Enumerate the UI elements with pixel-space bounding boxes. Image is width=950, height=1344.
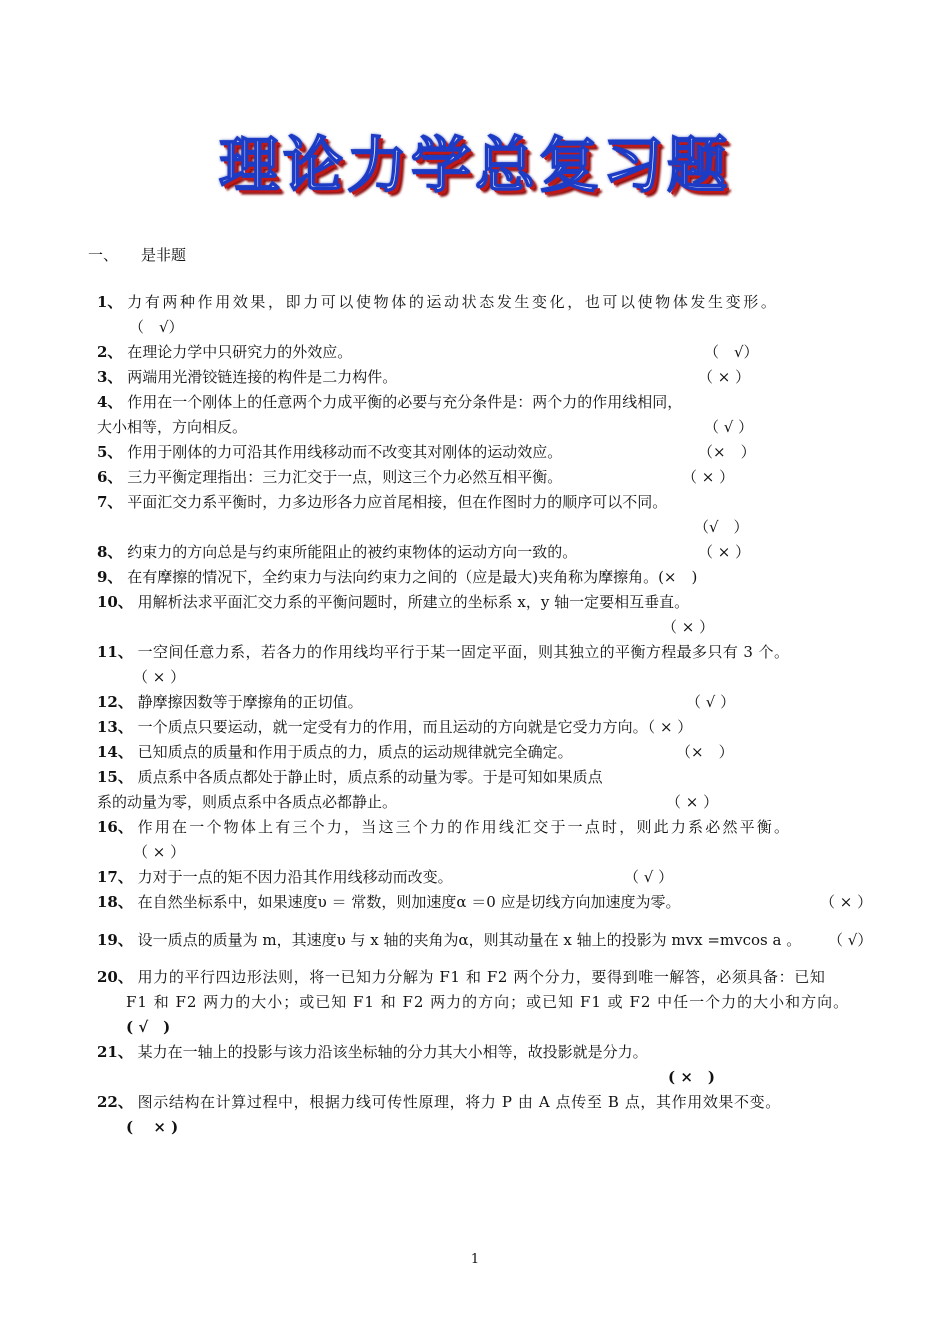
- question-answer: （ × ）: [662, 618, 715, 636]
- document-title: 理论力学总复习题: [219, 131, 731, 201]
- question-item-6: [97, 467, 562, 487]
- question-answer: （√ ）: [694, 518, 749, 536]
- question-answer: （× ）: [698, 443, 756, 461]
- question-item-1: [97, 292, 778, 312]
- question-number: 13、: [97, 718, 133, 736]
- question-number: 2、: [97, 343, 123, 361]
- question-text: 在有摩擦的情况下，全约束力与法向约束力之间的（应是最大)夹角称为摩擦角。: [127, 568, 659, 586]
- question-text: 某力在一轴上的投影与该力沿该坐标轴的分力其大小相等，故投影就是分力。: [137, 1043, 648, 1061]
- question-text: 已知质点的质量和作用于质点的力，质点的运动规律就完全确定。: [137, 743, 573, 761]
- question-text: 平面汇交力系平衡时，力多边形各力应首尾相接，但在作图时力的顺序可以不同。: [127, 493, 668, 511]
- question-text: 两端用光滑铰链连接的构件是二力构件。: [127, 368, 398, 386]
- question-item-10: [97, 592, 689, 612]
- question-item-2: [97, 342, 352, 362]
- question-text: 三力平衡定理指出：三力汇交于一点，则这三个力必然互相平衡。: [127, 468, 563, 486]
- question-text: 力对于一点的矩不因力沿其作用线移动而改变。: [137, 868, 453, 886]
- question-number: 12、: [97, 693, 133, 711]
- question-answer: ( × ): [668, 1068, 715, 1086]
- question-text: 一个质点只要运动，就一定受有力的作用，而且运动的方向就是它受力方向。: [137, 718, 648, 736]
- question-answer: （ × ）: [820, 893, 873, 911]
- page-number: 1: [470, 1252, 480, 1267]
- question-text: 作用于刚体的力可沿其作用线移动而不改变其对刚体的运动效应。: [127, 443, 563, 461]
- question-item-17: [97, 867, 453, 887]
- question-answer: （ √ ）: [686, 693, 736, 711]
- question-number: 5、: [97, 443, 123, 461]
- question-text: 用解析法求平面汇交力系的平衡问题时，所建立的坐标系 x，y 轴一定要相互垂直。: [137, 593, 690, 611]
- question-answer: （ √）: [828, 931, 873, 949]
- question-answer: （ √ ）: [704, 418, 754, 436]
- question-text: 一空间任意力系，若各力的作用线均平行于某一固定平面，则其独立的平衡方程最多只有 3 个。: [137, 643, 790, 661]
- question-item-22: [97, 1092, 781, 1112]
- question-answer: （ × ）: [133, 668, 186, 686]
- question-number: 14、: [97, 743, 133, 761]
- question-item-21: [97, 1042, 648, 1062]
- question-answer: （ √）: [129, 318, 184, 336]
- question-number: 4、: [97, 393, 123, 411]
- question-item-11: [97, 642, 789, 662]
- question-text: 设一质点的质量为 m，其速度υ 与 x 轴的夹角为α，则其动量在 x 轴上的投影为 mvx =mvcos a 。: [137, 931, 802, 949]
- question-number: 18、: [97, 893, 133, 911]
- question-item-4: [97, 392, 682, 412]
- question-item-13: [97, 717, 692, 737]
- question-text: 在理论力学中只研究力的外效应。: [127, 343, 353, 361]
- question-text: 作用在一个刚体上的任意两个力成平衡的必要与充分条件是：两个力的作用线相同，: [127, 393, 683, 411]
- question-answer: ( √ ): [126, 1018, 171, 1036]
- question-item-12: [97, 692, 363, 712]
- question-number: 10、: [97, 593, 133, 611]
- question-number: 15、: [97, 768, 133, 786]
- question-text: 用力的平行四边形法则，将一已知力分解为 F1 和 F2 两个分力，要得到唯一解答，必须具备：已知: [137, 968, 826, 986]
- question-answer: （ × ）: [682, 468, 735, 486]
- question-number: 1、: [97, 293, 123, 311]
- question-answer: （× ）: [676, 743, 734, 761]
- question-number: 3、: [97, 368, 123, 386]
- question-answer: （ × ）: [647, 718, 693, 736]
- question-answer: （ √ ）: [624, 868, 674, 886]
- question-text: 质点系中各质点都处于静止时，质点系的动量为零。于是可知如果质点: [137, 768, 603, 786]
- question-text: 约束力的方向总是与约束所能阻止的被约束物体的运动方向一致的。: [127, 543, 578, 561]
- question-item-9: [97, 567, 697, 587]
- question-text-continued: 系的动量为零，则质点系中各质点必都静止。: [97, 793, 398, 811]
- question-item-3: [97, 367, 397, 387]
- question-number: 16、: [97, 818, 133, 836]
- question-item-7: [97, 492, 667, 512]
- question-text: 力有两种作用效果，即力可以使物体的运动状态发生变化，也可以使物体发生变形。: [127, 293, 779, 311]
- question-number: 17、: [97, 868, 133, 886]
- question-item-18: [97, 892, 681, 912]
- section-heading: [88, 244, 186, 265]
- question-item-5: [97, 442, 562, 462]
- question-text: 在自然坐标系中，如果速度υ ＝ 常数，则加速度α ＝0 应是切线方向加速度为零。: [137, 893, 681, 911]
- question-item-15: [97, 767, 603, 787]
- question-answer: ( × ): [126, 1118, 179, 1136]
- question-answer: （ √）: [704, 343, 759, 361]
- question-number: 22、: [97, 1093, 133, 1111]
- question-item-20: [97, 967, 825, 987]
- question-number: 19、: [97, 931, 133, 949]
- question-answer: （ × ）: [698, 368, 751, 386]
- question-item-8: [97, 542, 577, 562]
- question-text: 作用在一个物体上有三个力，当这三个力的作用线汇交于一点时，则此力系必然平衡。: [137, 818, 792, 836]
- question-text: 静摩擦因数等于摩擦角的正切值。: [137, 693, 363, 711]
- question-answer: （ × ）: [666, 793, 719, 811]
- question-item-14: [97, 742, 573, 762]
- question-text-continued: 大小相等，方向相反。: [97, 418, 248, 436]
- question-number: 6、: [97, 468, 123, 486]
- section-label: 是非题: [141, 246, 187, 264]
- question-number: 20、: [97, 968, 133, 986]
- section-number: 一、: [88, 246, 119, 264]
- question-number: 21、: [97, 1043, 133, 1061]
- question-answer: （ × ）: [133, 843, 186, 861]
- question-text-continued: F1 和 F2 两力的大小；或已知 F1 和 F2 两力的方向；或已知 F1 或 F2 中任一个力的大小和方向。: [126, 993, 850, 1011]
- question-answer: （ × ）: [698, 543, 751, 561]
- question-number: 7、: [97, 493, 123, 511]
- question-number: 11、: [97, 643, 133, 661]
- question-item-16: [97, 817, 791, 837]
- question-text: 图示结构在计算过程中，根据力线可传性原理，将力 P 由 A 点传至 B 点，其作用效果不变。: [137, 1093, 781, 1111]
- question-number: 9、: [97, 568, 123, 586]
- question-answer: (× ): [658, 568, 698, 586]
- question-item-19: [97, 930, 801, 950]
- question-number: 8、: [97, 543, 123, 561]
